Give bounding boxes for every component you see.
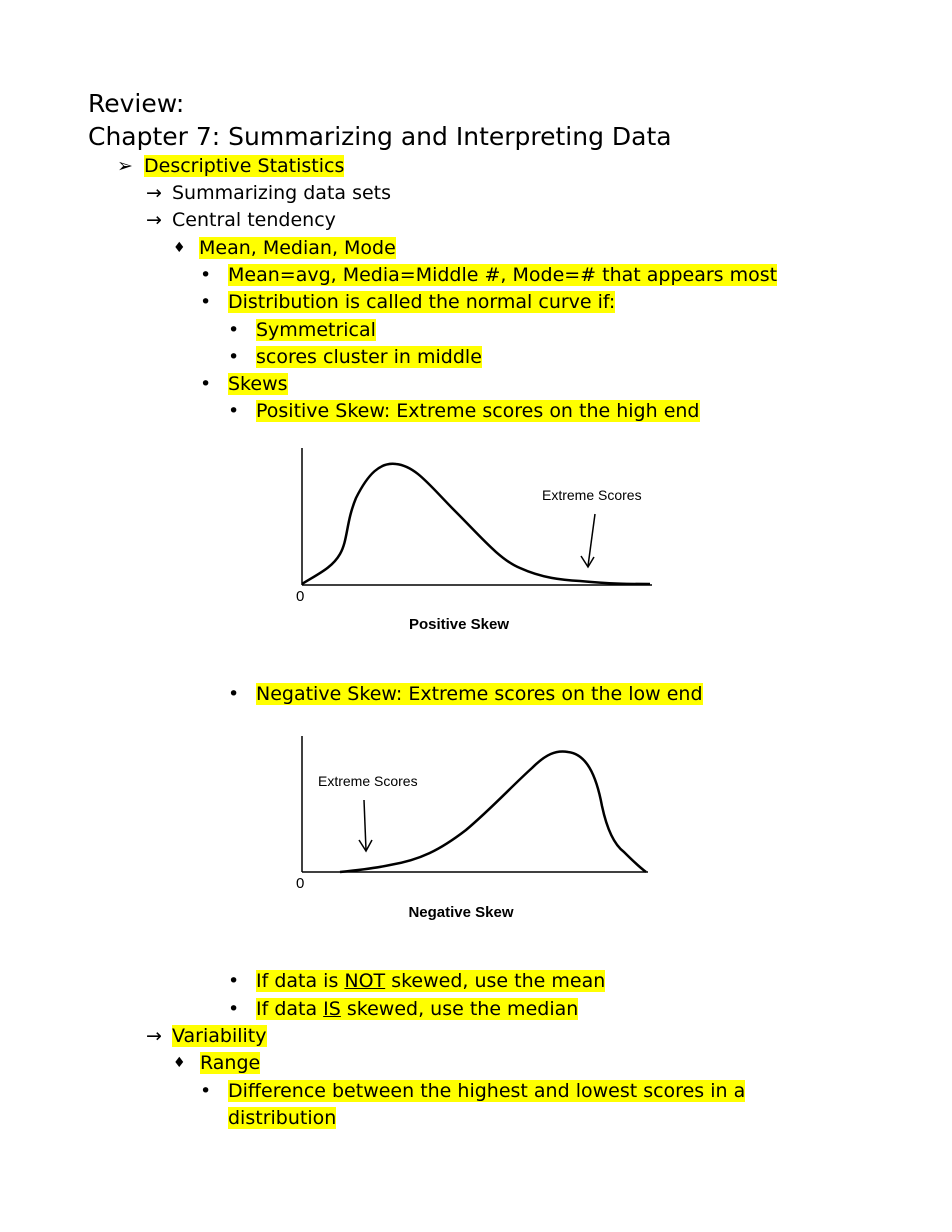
annotation-arrow [364, 800, 366, 850]
not-skewed-text [256, 970, 605, 992]
not-skewed-post: skewed, use the mean [385, 970, 606, 992]
figure-caption: Positive Skew [408, 616, 510, 633]
outline-descriptive-statistics [144, 154, 344, 178]
scores-cluster-text: scores cluster in middle [256, 346, 482, 368]
outline-mean-median-mode [199, 236, 396, 260]
outline-definitions [228, 263, 777, 287]
arrow-bullet-icon: → [146, 1025, 162, 1047]
extreme-scores-label: Extreme Scores [318, 773, 418, 789]
origin-label: 0 [296, 588, 305, 605]
diamond-bullet-icon: ♦ [173, 1055, 186, 1071]
is-emphasis: IS [323, 998, 341, 1020]
round-bullet-icon: • [200, 291, 212, 313]
positive-skew-figure [280, 440, 680, 640]
is-skewed-text [256, 998, 578, 1020]
outline-normal-curve [228, 290, 615, 314]
negative-skew-figure [280, 726, 680, 926]
symmetrical-text: Symmetrical [256, 319, 376, 341]
round-bullet-icon: • [228, 683, 240, 705]
arrow-bullet-icon: → [146, 182, 162, 204]
arrowhead-bullet-icon: ➢ [117, 155, 133, 177]
round-bullet-icon: • [228, 346, 240, 368]
descriptive-statistics-text: Descriptive Statistics [144, 155, 345, 177]
origin-label: 0 [296, 875, 305, 892]
is-skewed-pre: If data [256, 998, 324, 1020]
range-definition-line1: Difference between the highest and lowest scores in a [228, 1080, 746, 1102]
range-text: Range [200, 1052, 261, 1074]
central-tendency-text: Central tendency [172, 209, 336, 231]
outline-range [200, 1051, 260, 1075]
round-bullet-icon: • [228, 998, 240, 1020]
figure-caption: Negative Skew [408, 904, 514, 921]
annotation-arrowhead [581, 556, 594, 567]
round-bullet-icon: • [228, 319, 240, 341]
outline-summarizing-data-sets [172, 181, 391, 205]
mean-median-mode-text: Mean, Median, Mode [199, 237, 396, 259]
chapter-title: Chapter 7: Summarizing and Interpreting Data [88, 122, 672, 151]
diamond-bullet-icon: ♦ [173, 240, 186, 256]
outline-not-skewed [256, 969, 605, 993]
skew-curve [302, 464, 650, 584]
is-skewed-post: skewed, use the median [340, 998, 579, 1020]
negative-skew-text: Negative Skew: Extreme scores on the low end [256, 683, 703, 705]
review-heading: Review: [88, 89, 185, 118]
definitions-text: Mean=avg, Media=Middle #, Mode=# that appears most [228, 264, 778, 286]
round-bullet-icon: • [200, 264, 212, 286]
variability-text: Variability [172, 1025, 267, 1047]
outline-negative-skew [256, 682, 703, 706]
summarizing-data-sets-text: Summarizing data sets [172, 182, 392, 204]
outline-range-definition-2 [228, 1106, 336, 1130]
positive-skew-text: Positive Skew: Extreme scores on the high end [256, 400, 700, 422]
round-bullet-icon: • [200, 373, 212, 395]
round-bullet-icon: • [228, 400, 240, 422]
outline-positive-skew [256, 399, 700, 423]
outline-scores-cluster [256, 345, 482, 369]
round-bullet-icon: • [228, 970, 240, 992]
skew-curve [340, 752, 646, 872]
extreme-scores-label: Extreme Scores [542, 487, 642, 503]
arrow-bullet-icon: → [146, 209, 162, 231]
not-skewed-pre: If data is [256, 970, 345, 992]
not-emphasis: NOT [344, 970, 386, 992]
outline-range-definition-1 [228, 1079, 745, 1103]
outline-symmetrical [256, 318, 376, 342]
outline-skews [228, 372, 288, 396]
normal-curve-text: Distribution is called the normal curve if: [228, 291, 616, 313]
outline-variability [172, 1024, 267, 1048]
outline-is-skewed [256, 997, 578, 1021]
outline-central-tendency [172, 208, 336, 232]
range-definition-line2: distribution [228, 1107, 337, 1129]
skews-text: Skews [228, 373, 288, 395]
round-bullet-icon: • [200, 1080, 212, 1102]
